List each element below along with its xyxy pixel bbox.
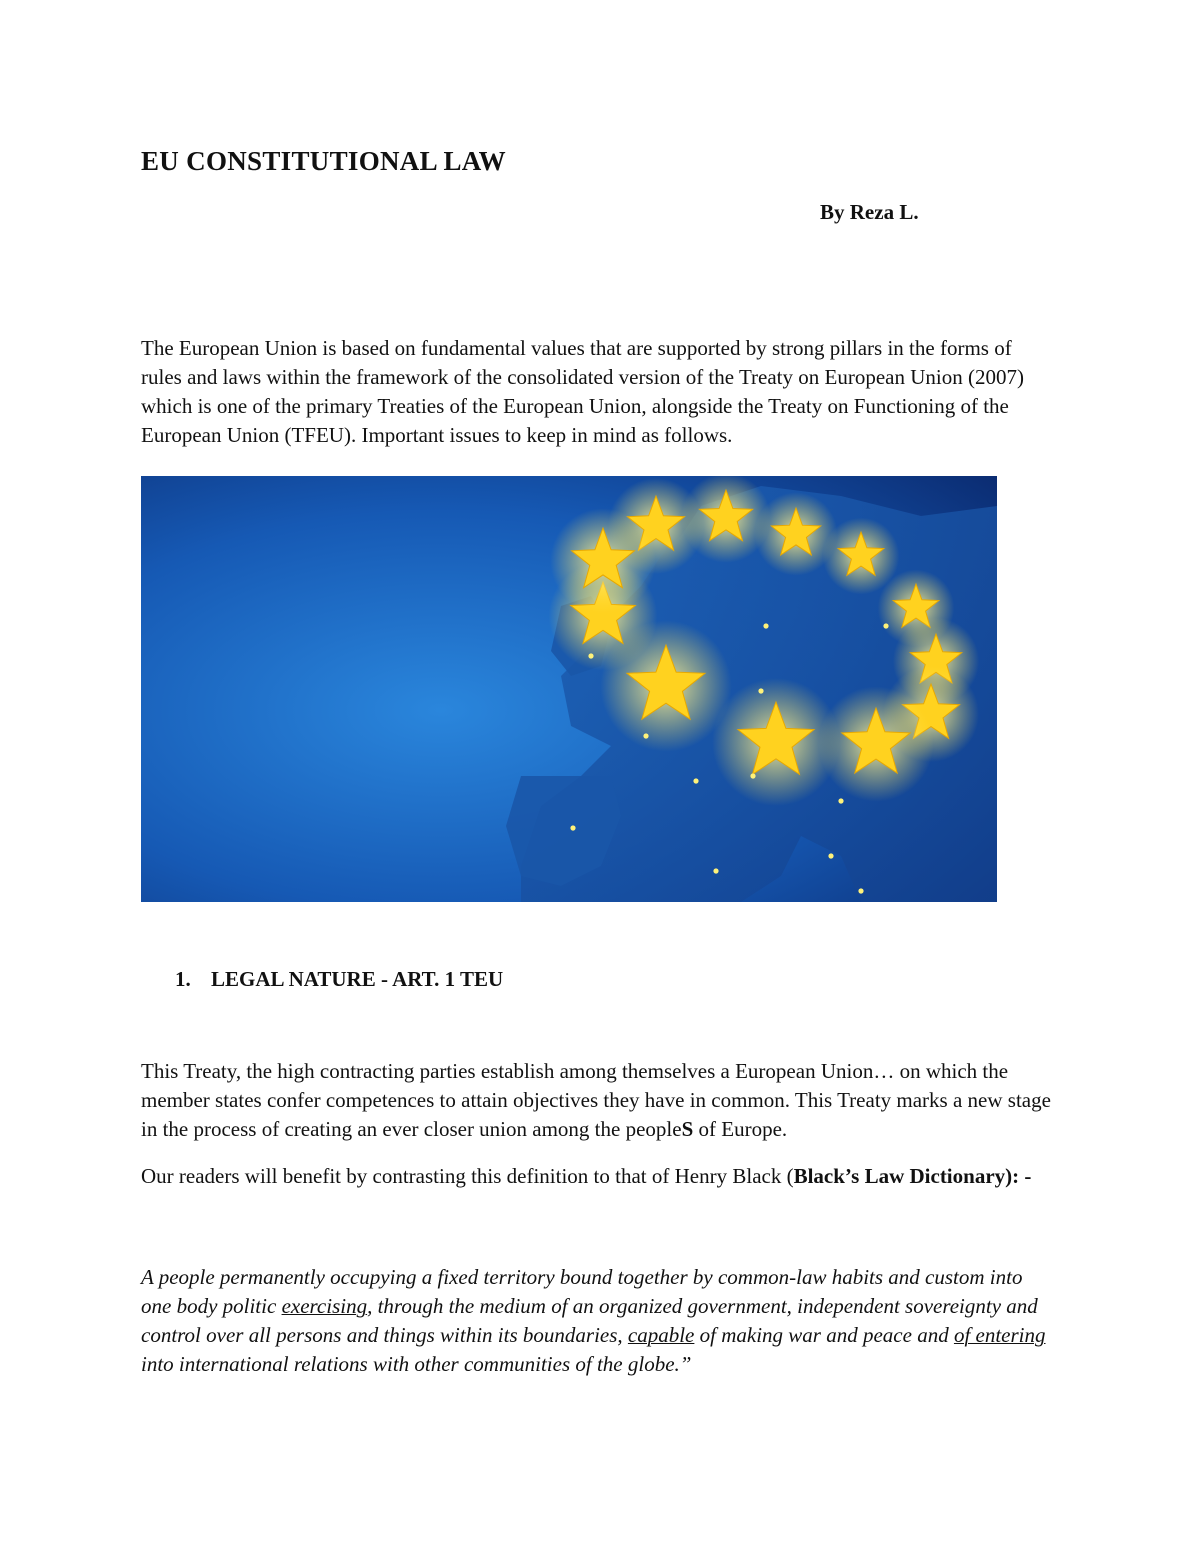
city-light-dot	[883, 623, 888, 628]
city-light-dot	[758, 688, 763, 693]
city-light-dot	[570, 825, 575, 830]
city-light-dot	[828, 853, 833, 858]
eu-stars-europe-image	[141, 476, 997, 902]
definition-quote	[141, 1263, 1051, 1379]
quote-text: of making war and peace and	[694, 1323, 954, 1347]
quote-underline-capable: capable	[627, 1323, 695, 1347]
city-light-dot	[588, 653, 593, 658]
treaty-bold-letter: S	[681, 1117, 694, 1141]
document-title: EU CONSTITUTIONAL LAW	[141, 146, 506, 176]
blacks-law-dictionary: Black’s Law Dictionary): -	[793, 1164, 1032, 1188]
section-title: LEGAL NATURE - ART. 1 TEU	[211, 967, 504, 991]
quote-text: A people permanently occupying a fixed territory bound together by common-law habits and custom into one body politic	[141, 1265, 1023, 1318]
quote-underline-exercising: exercising	[281, 1294, 368, 1318]
city-light-dot	[838, 798, 843, 803]
quote-underline-of-entering: of entering	[953, 1323, 1046, 1347]
quote-text: into international relations with other communities of the globe.”	[141, 1352, 692, 1376]
intro-paragraph: The European Union is based on fundamental values that are supported by strong pillars in the forms of rules and laws within the framework of the consolidated version of the Treaty on European Union (2007) which is one of the primary Treaties of the European Union, alongside the Treaty on Functioning of the European Union (TFEU). Important issues to keep in mind as follows.	[141, 336, 1024, 447]
section-number: 1.	[175, 967, 191, 991]
quote-text: , through the medium of an organized government, independent sovereignty and control over all persons and things within its boundaries,	[141, 1294, 1038, 1347]
city-light-dot	[858, 888, 863, 893]
treaty-text: This Treaty, the high contracting parties establish among themselves a European Union… on which the member states confer competences to attain objectives they have in common. This Treaty marks a new stage in the process of creating an ever closer union among the people	[141, 1059, 1051, 1141]
city-light-dot	[693, 778, 698, 783]
readers-text: Our readers will benefit by contrasting this definition to that of Henry Black (	[141, 1164, 794, 1188]
city-light-dot	[750, 773, 755, 778]
city-light-dot	[763, 623, 768, 628]
section-1-heading	[175, 967, 503, 992]
treaty-paragraph	[141, 1057, 1051, 1144]
readers-paragraph	[141, 1162, 1051, 1191]
city-light-dot	[713, 868, 718, 873]
city-light-dot	[643, 733, 648, 738]
treaty-text-end: of Europe.	[693, 1117, 788, 1141]
author-byline: By Reza L.	[820, 200, 919, 224]
